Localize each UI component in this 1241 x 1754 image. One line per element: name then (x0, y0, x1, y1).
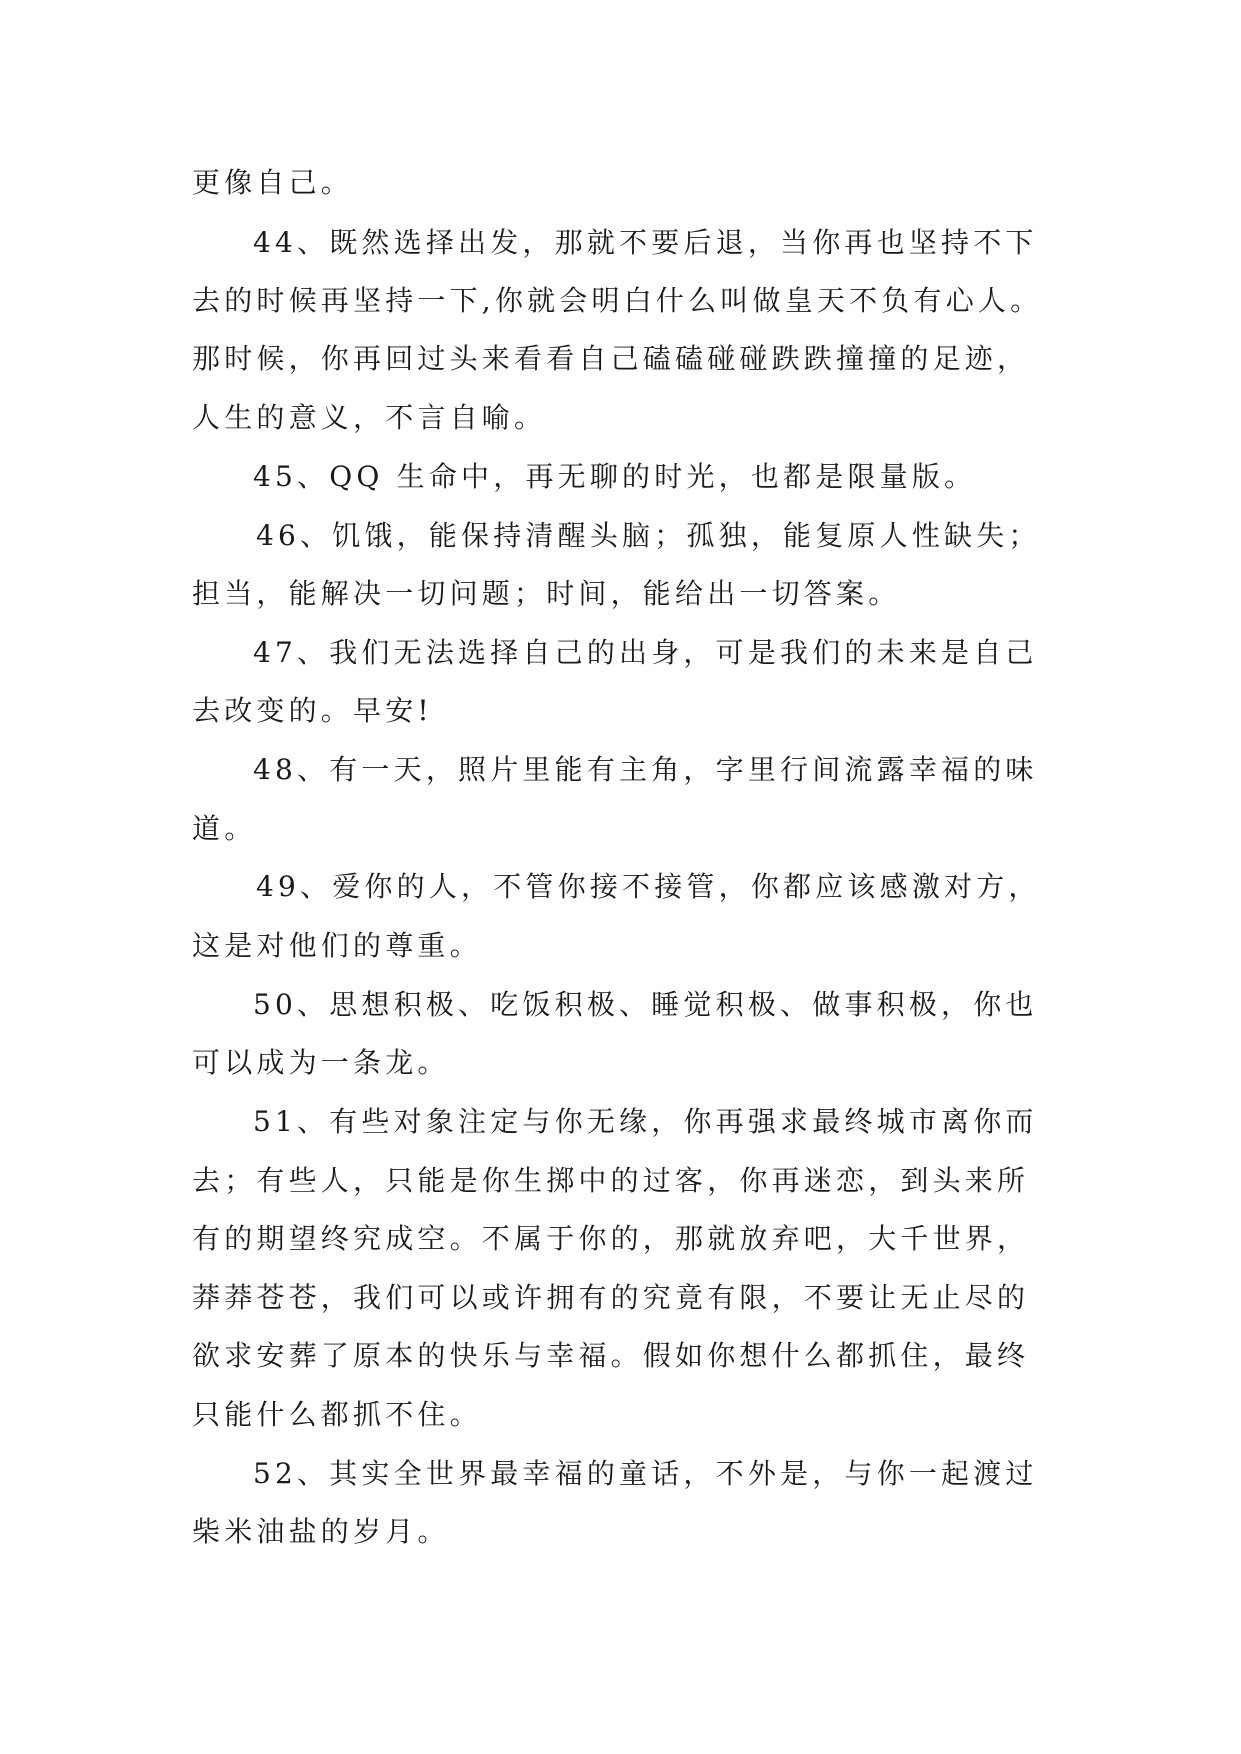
text-line: 48、有一天，照片里能有主角，字里行间流露幸福的味 (253, 753, 1038, 786)
text-line: 莽莽苍苍，我们可以或许拥有的究竟有限，不要让无止尽的 (192, 1281, 1030, 1314)
text-line: 去改变的。早安! (192, 694, 433, 727)
text-line: 这是对他们的尊重。 (192, 929, 482, 962)
text-line: 45、QQ 生命中，再无聊的时光，也都是限量版。 (253, 460, 977, 493)
text-line: 欲求安葬了原本的快乐与幸福。假如你想什么都抓住，最终 (192, 1339, 1030, 1372)
text-line: 51、有些对象注定与你无缘，你再强求最终城市离你而 (253, 1105, 1038, 1138)
text-line: 52、其实全世界最幸福的童话，不外是，与你一起渡过 (253, 1457, 1038, 1490)
text-line: 可以成为一条龙。 (192, 1046, 450, 1079)
text-line: 更像自己。 (192, 166, 354, 199)
text-line: 道。 (192, 812, 257, 845)
text-line: 有的期望终究成空。不属于你的，那就放弃吧，大千世界， (192, 1222, 1030, 1255)
text-line: 46、饥饿，能保持清醒头脑；孤独，能复原人性缺失； (256, 519, 1041, 552)
text-line: 只能什么都抓不住。 (192, 1398, 482, 1431)
text-line: 49、爱你的人，不管你接不接管，你都应该感激对方， (256, 870, 1041, 903)
text-line: 那时候，你再回过头来看看自己磕磕碰碰跌跌撞撞的足迹， (192, 342, 1030, 375)
text-line: 44、既然选择出发，那就不要后退，当你再也坚持不下 (253, 226, 1038, 259)
text-line: 50、思想积极、吃饭积极、睡觉积极、做事积极，你也 (253, 988, 1038, 1021)
text-line: 人生的意义，不言自喻。 (192, 401, 547, 434)
text-line: 47、我们无法选择自己的出身，可是我们的未来是自己 (253, 636, 1038, 669)
text-line: 担当，能解决一切问题；时间，能给出一切答案。 (192, 577, 901, 610)
text-line: 柴米油盐的岁月。 (192, 1515, 450, 1548)
text-line: 去；有些人，只能是你生掷中的过客，你再迷恋，到头来所 (192, 1164, 1030, 1197)
text-line: 去的时候再坚持一下,你就会明白什么叫做皇天不负有心人。 (192, 284, 1043, 317)
